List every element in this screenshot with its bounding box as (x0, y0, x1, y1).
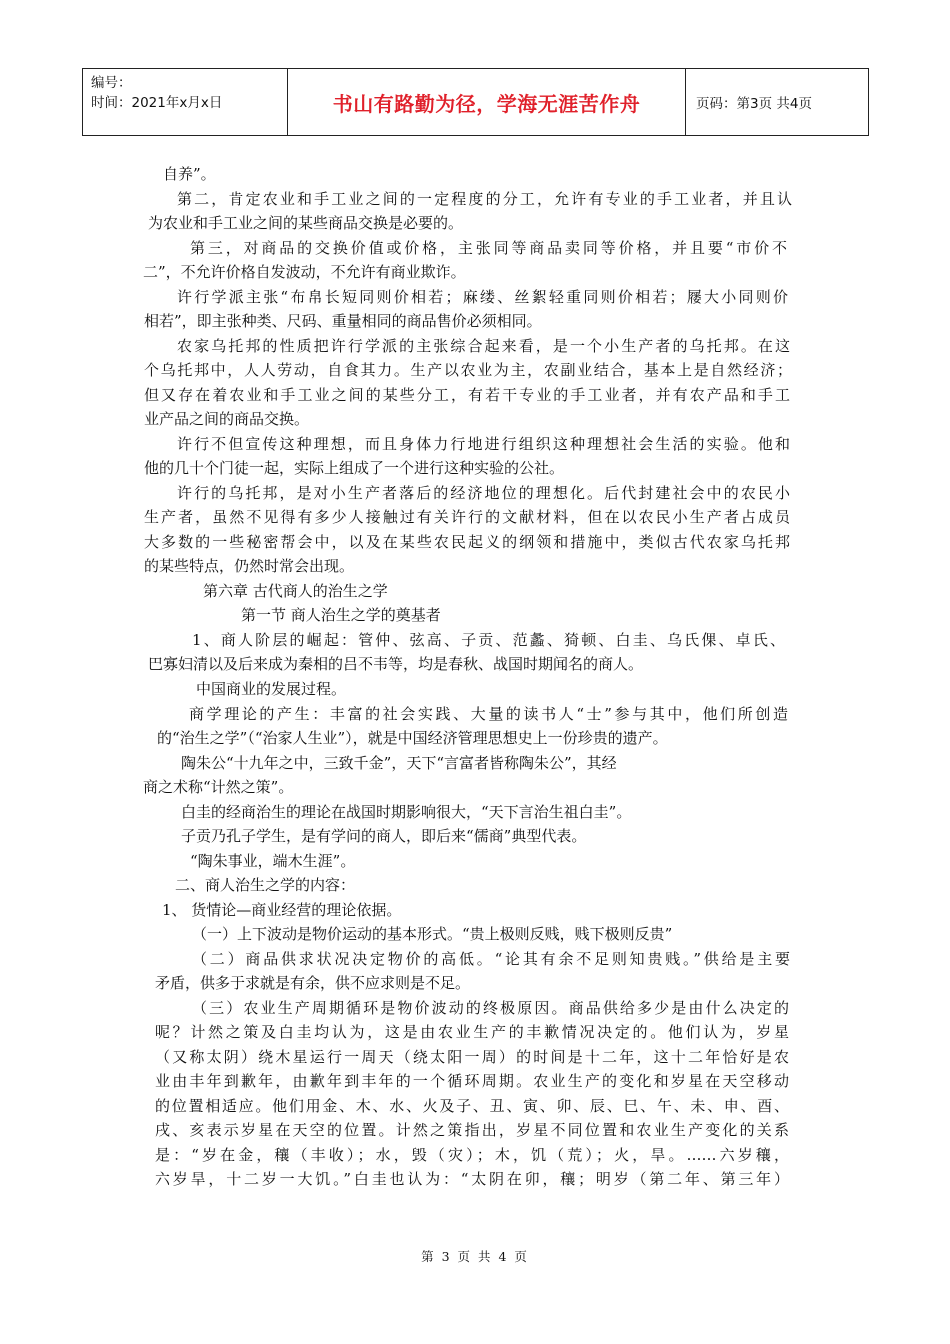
body-line: 的“治生之学”（“治家人生业”），就是中国经济管理思想史上一份珍贵的遗产。 (157, 729, 668, 747)
body-line: 的位置相适应。他们用金、木、水、火及子、丑、寅、卯、辰、巳、午、未、申、酉、 (155, 1097, 789, 1115)
body-line: 个乌托邦中，人人劳动，自食其力。生产以农业为主，农副业结合，基本上是自然经济； (144, 361, 792, 379)
body-line: 六岁旱，十二岁一大饥。”白圭也认为：“太阴在卯，穰；明岁（第二年、第三年） (155, 1170, 789, 1188)
body-line: 的某些特点，仍然时常会出现。 (144, 557, 355, 575)
body-line: 许行学派主张“布帛长短同则价相若；麻缕、丝絮轻重同则价相若；屦大小同则价 (177, 288, 788, 306)
body-line: 呢？计然之策及白圭均认为，这是由农业生产的丰歉情况决定的。他们认为，岁星 (155, 1023, 789, 1041)
section-heading: 二、商人治生之学的内容： (175, 876, 356, 894)
body-line: 业产品之间的商品交换。 (144, 410, 310, 428)
body-line: 商之术称“计然之策”。 (143, 778, 294, 796)
body-line: 第二，肯定农业和手工业之间的一定程度的分工，允许有专业的手工业者，并且认 (177, 190, 792, 208)
body-line: 他的几十个门徒一起，实际上组成了一个进行这种实验的公社。 (144, 459, 565, 477)
body-line: 为农业和手工业之间的某些商品交换是必要的。 (148, 214, 464, 232)
body-line: “陶朱事业，端木生涯”。 (190, 852, 356, 870)
body-line: （一）上下波动是物价运动的基本形式。“贵上极则反贱，贱下极则反贵” (192, 925, 673, 943)
body-line: 1、 货情论—商业经营的理论依据。 (162, 901, 402, 919)
body-line: （三）农业生产周期循环是物价波动的终极原因。商品供给多少是由什么决定的 (192, 999, 789, 1017)
page-footer: 第 3 页 共 4 页 (421, 1249, 529, 1264)
body-line: 业由丰年到歉年，由歉年到丰年的一个循环周期。农业生产的变化和岁星在天空移动 (155, 1072, 789, 1090)
body-line: 中国商业的发展过程。 (196, 680, 347, 698)
body-line: 相若”，即主张种类、尺码、重量相同的商品售价必须相同。 (144, 312, 542, 330)
body-line: 1、商人阶层的崛起：管仲、弦高、子贡、范蠡、猗顿、白圭、乌氏倮、卓氏、 (192, 631, 785, 649)
body-line: 自养”。 (163, 165, 216, 183)
body-line: 陶朱公“十九年之中，三致千金”，天下“言富者皆称陶朱公”，其经 (181, 754, 617, 772)
header-number: 编号： (91, 75, 132, 91)
body-line: 许行的乌托邦，是对小生产者落后的经济地位的理想化。后代封建社会中的农民小 (177, 484, 790, 502)
chapter-heading: 第六章 古代商人的治生之学 (203, 582, 388, 600)
body-line: 二”，不允许价格自发波动，不允许有商业欺诈。 (143, 263, 466, 281)
document-header (82, 68, 869, 136)
body-line: 是：“岁在金，穰（丰收）；水，毁（灾）；木，饥（荒）；火，旱。……六岁穰， (155, 1146, 789, 1164)
body-line: 子贡乃孔子学生，是有学问的商人，即后来“儒商”典型代表。 (181, 827, 587, 845)
body-line: 第三，对商品的交换价值或价格，主张同等商品卖同等价格，并且要“市价不 (190, 239, 787, 257)
body-line: （又称太阴）绕木星运行一周天（绕太阳一周）的时间是十二年，这十二年恰好是农 (155, 1048, 789, 1066)
body-line: 农家乌托邦的性质把许行学派的主张综合起来看，是一个小生产者的乌托邦。在这 (177, 337, 790, 355)
section-heading: 第一节 商人治生之学的奠基者 (241, 606, 441, 624)
body-line: 巴寡妇清以及后来成为秦相的吕不韦等，均是春秋、战国时期闻名的商人。 (148, 655, 644, 673)
header-page-number: 页码：第3页 共4页 (696, 96, 812, 112)
body-line: 白圭的经商治生的理论在战国时期影响很大，“天下言治生祖白圭”。 (181, 803, 632, 821)
body-line: （二）商品供求状况决定物价的高低。“论其有余不足则知贵贱。”供给是主要 (192, 950, 790, 968)
header-time: 时间：2021年x月x日 (91, 95, 223, 111)
body-line: 矛盾，供多于求就是有余，供不应求则是不足。 (155, 974, 471, 992)
body-line: 商学理论的产生：丰富的社会实践、大量的读书人“士”参与其中，他们所创造 (189, 705, 788, 723)
body-line: 生产者，虽然不见得有多少人接触过有关许行的文献材料，但在以农民小生产者占成员 (144, 508, 790, 526)
body-line: 戌、亥表示岁星在天空的位置。计然之策指出，岁星不同位置和农业生产变化的关系 (155, 1121, 789, 1139)
header-meta (83, 69, 288, 135)
body-line: 许行不但宣传这种理想，而且身体力行地进行组织这种理想社会生活的实验。他和 (177, 435, 790, 453)
body-line: 大多数的一些秘密帮会中，以及在某些农民起义的纲领和措施中，类似古代农家乌托邦 (144, 533, 790, 551)
body-line: 但又存在着农业和手工业之间的某些分工，有若干专业的手工业者，并有农产品和手工 (144, 386, 790, 404)
header-motto: 书山有路勤为径，学海无涯苦作舟 (288, 69, 686, 135)
